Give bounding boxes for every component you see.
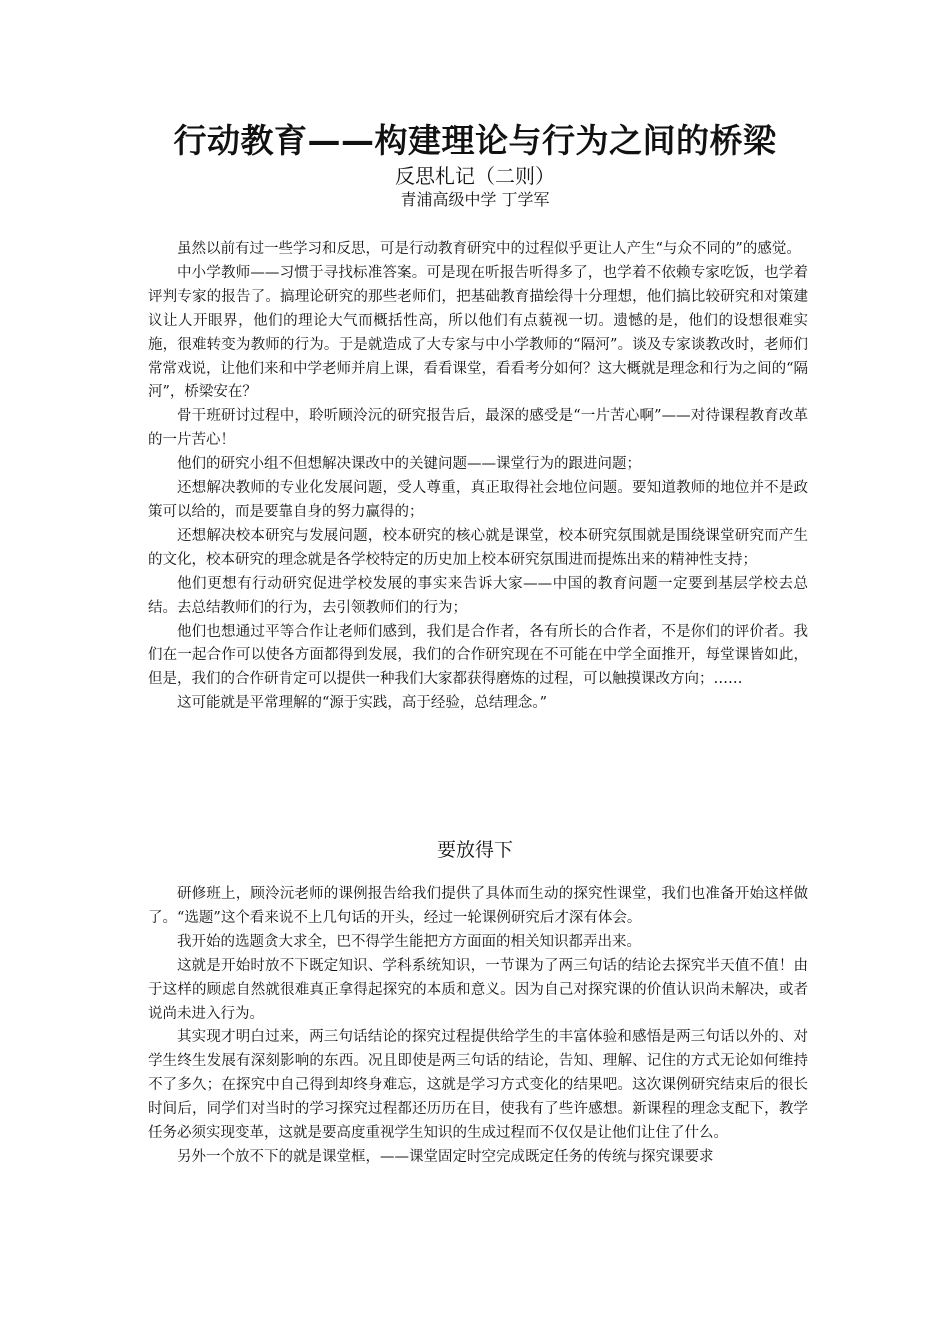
paragraph: 这可能就是平常理解的“源于实践，高于经验，总结理念。”	[177, 695, 548, 712]
paragraph: 他们更想有行动研究促进学校发展的事实来告诉大家——中国的教育问题一定要到基层学校去总结。去总结教师们的行为，去引领教师们的行为；	[148, 575, 808, 616]
paragraph: 中小学教师——习惯于寻找标准答案。可是现在听报告听得多了，也学着不依赖专家吃饭，也学着评判专家的报告了。搞理论研究的那些老师们，把基础教育描绘得十分理想，他们搞比较研究和对策建议让人开眼界，他们的理论大气而概括性高，所以他们有点藐视一切。遗憾的是，他们的设想很难实施，很难转变为教师的行为。于是就造成了大专家与中小学教师的“隔河”。谈及专家谈教改时，老师们常常戏说，让他们来和中学老师并肩上课，看看课堂，看看考分如何？这大概就是理念和行为之间的“隔河”，桥梁安在？	[148, 264, 808, 401]
paragraph: 这就是开始时放不下既定知识、学科系统知识，一节课为了两三句话的结论去探究半天值不值！由于这样的顾虑自然就很难真正拿得起探究的本质和意义。因为自己对探究课的价值认识尚未解决，或者说尚未进入行为。	[148, 957, 808, 1022]
paragraph: 另外一个放不下的就是课堂框，——课堂固定时空完成既定任务的传统与探究课要求	[177, 1148, 714, 1165]
section-reflection-one	[148, 238, 808, 716]
paragraph: 还想解决校本研究与发展问题，校本研究的核心就是课堂，校本研究氛围就是围绕课堂研究而产生的文化，校本研究的理念就是各学校特定的历史加上校本研究氛围进而提炼出来的精神性支持；	[148, 527, 808, 568]
paragraph: 还想解决教师的专业化发展问题，受人尊重，真正取得社会地位问题。要知道教师的地位并不是政策可以给的，而是要靠自身的努力赢得的；	[148, 480, 808, 520]
paragraph: 骨干班研讨过程中，聆听顾泠沅的研究报告后，最深的感受是“一片苦心啊”——对待课程教育改革的一片苦心！	[148, 408, 808, 449]
section-reflection-two	[148, 883, 808, 1170]
paragraph: 我开始的选题贪大求全，巴不得学生能把方方面面的相关知识都弄出来。	[177, 933, 641, 950]
author-line: 青浦高级中学 丁学军	[400, 190, 550, 209]
paragraph: 虽然以前有过一些学习和反思，可是行动教育研究中的过程似乎更让人产生“与众不同的”的感觉。	[177, 241, 801, 257]
document-title: 行动教育——构建理论与行为之间的桥梁	[173, 121, 777, 160]
paragraph: 其实现才明白过来，两三句话结论的探究过程提供给学生的丰富体验和感悟是两三句话以外的、对学生终生发展有深刻影响的东西。况且即使是两三句话的结论，告知、理解、记住的方式无论如何维持不了多久；在探究中自己得到却终身难忘，这就是学习方式变化的结果吧。这次课例研究结束后的很长时间后，同学们对当时的学习探究过程都还历历在目，使我有了些许感想。新课程的理念支配下，教学任务必须实现变革，这就是要高度重视学生知识的生成过程而不仅仅是让他们让住了什么。	[148, 1029, 808, 1142]
section-heading: 要放得下	[436, 839, 513, 861]
paragraph: 他们的研究小组不但想解决课改中的关键问题——课堂行为的跟进问题；	[177, 456, 641, 473]
paragraph: 他们也想通过平等合作让老师们感到，我们是合作者，各有所长的合作者，不是你们的评价者。我们在一起合作可以使各方面都得到发展，我们的合作研究现在不可能在中学全面推开，每堂课皆如此，但是，我们的合作研肯定可以提供一种我们大家都获得磨炼的过程，可以触摸课改方向；……	[148, 623, 808, 688]
document-subtitle: 反思札记（二则）	[395, 164, 555, 188]
paragraph: 研修班上，顾泠沅老师的课例报告给我们提供了具体而生动的探究性课堂，我们也准备开始这样做了。“选题”这个看来说不上几句话的开头，经过一轮课例研究后才深有体会。	[148, 886, 808, 926]
